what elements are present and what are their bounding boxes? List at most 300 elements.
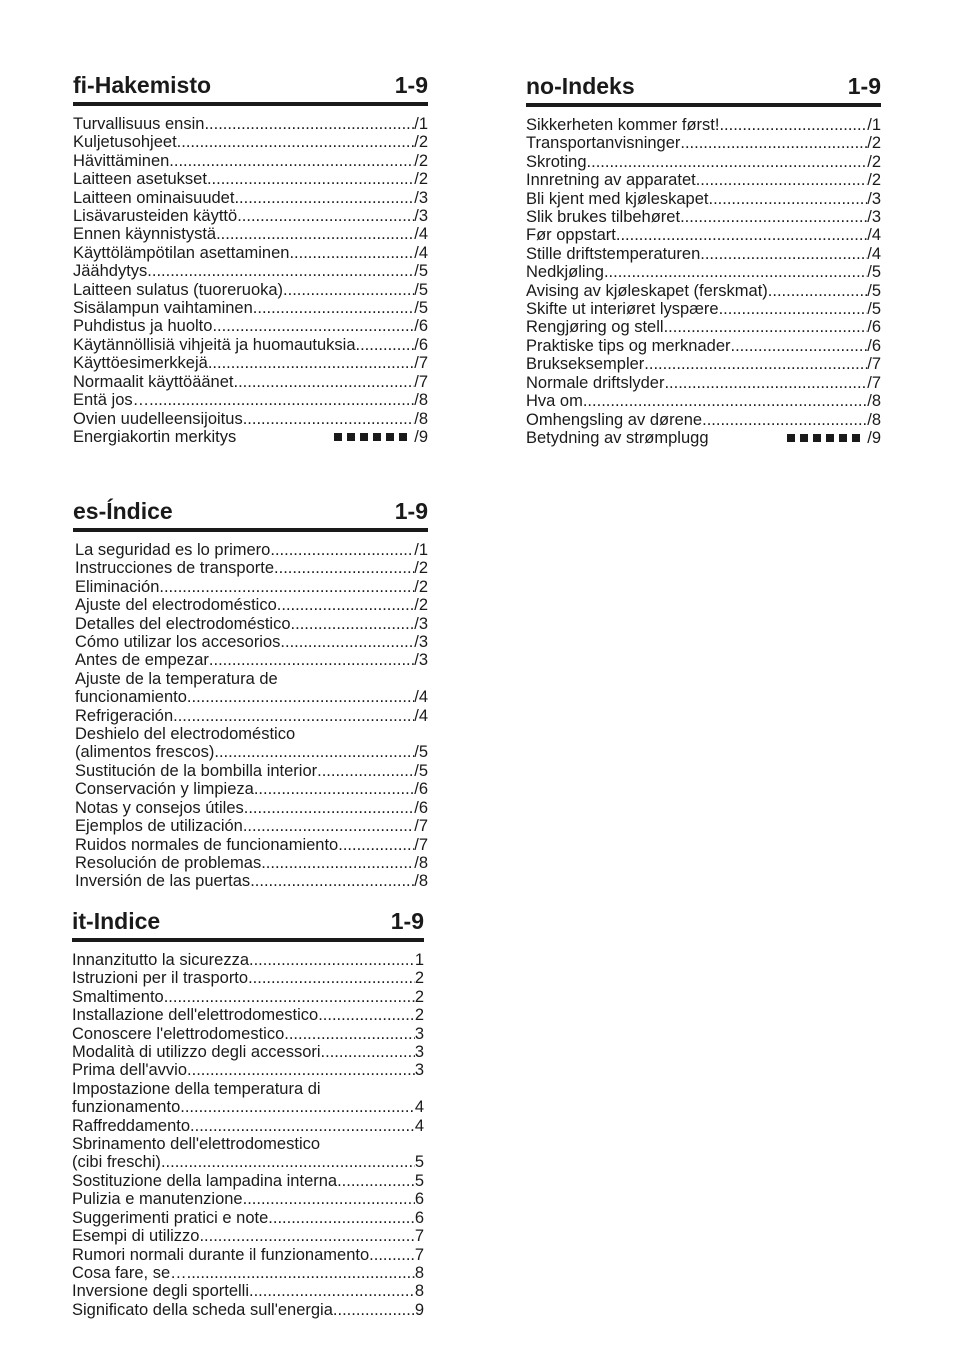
entry-title: Hva om.. [526,392,593,411]
toc-entry [73,373,428,391]
entry-page: /6 [414,317,428,336]
entry-page: /8 [867,392,881,411]
toc-entry [72,1043,424,1061]
entry-title: Laitteen sulatus (tuoreruoka) [73,280,284,299]
entry-page: /6 [414,798,428,817]
entry-page: /7 [867,373,881,392]
entry-page: 2 [414,1006,424,1025]
entry-page: 8 [414,1282,424,1301]
heading-pages: 1-9 [390,908,424,934]
dot-leader [180,1098,415,1116]
section-no [526,73,881,447]
entry-page: /4 [867,244,881,263]
dot-leader [289,244,414,262]
entry-title: Deshielo del electrodoméstico [75,725,296,744]
dot-leader [187,1061,415,1079]
toc-entry [73,299,428,317]
entry-title: Skifte ut interiøret lyspære [526,300,719,319]
heading-title: fi-Hakemisto [73,72,212,98]
entry-title: Hävittäminen [73,151,170,170]
dot-leader [212,317,414,335]
toc-entry [75,578,428,596]
dot-leader [291,615,415,633]
toc-entry [526,190,881,208]
entry-page: /5 [414,761,428,780]
entry-title: Installazione dell'elettrodomestico [72,1006,319,1025]
entry-title: Impostazione della temperatura di [72,1079,321,1098]
entry-page: /3 [414,207,428,226]
entry-page: /7 [867,355,881,374]
entry-title: Käyttölämpötilan asettaminen [73,243,290,262]
dot-leader [696,171,868,189]
entry-page: /6 [867,318,881,337]
toc-entry [75,688,428,706]
entry-title: Før oppstart [526,226,616,245]
dot-leader [177,133,415,151]
square-bullet-icon [826,434,834,442]
toc-entry [526,355,881,373]
dot-leader [702,411,867,429]
toc-entry [526,226,881,244]
square-bullet-icon [839,434,847,442]
entry-page: 3 [414,1043,424,1062]
dot-leader [208,354,414,372]
toc-entry [526,392,881,410]
entry-page: 5 [414,1153,424,1172]
entry-title: Käyttöesimerkkejä [73,354,208,373]
entry-title: Entä jos… [73,391,150,410]
toc-entry [72,1061,424,1079]
entry-title: Sustitución de la bombilla interior [75,761,318,780]
entry-title: Conservación y limpieza [75,780,254,799]
toc-entry [75,596,428,614]
square-bullet-icon [813,434,821,442]
toc-entry [526,171,881,189]
entry-page: /5 [414,280,428,299]
entry-page: 3 [414,1061,424,1080]
entry-page: 5 [414,1171,424,1190]
entry-title: Smaltimento [72,987,164,1006]
entry-page: /6 [414,780,428,799]
section-heading [72,908,424,942]
entry-title: Betydning av strømplugg [526,428,709,447]
entry-page: /7 [414,835,428,854]
toc-entry [72,1025,424,1043]
entry-title: Laitteen asetukset [73,170,207,189]
toc-entry [72,1190,424,1208]
dot-leader [338,836,414,854]
dot-leader [161,1153,415,1171]
entry-title: Ajuste de la temperatura de [75,669,278,688]
entry-title: Lisävarusteiden käyttö [73,207,238,226]
entry-title: Innanzitutto la sicurezza [72,951,250,969]
entry-page: /4 [414,688,428,707]
entry-title: Sbrinamento dell'elettrodomestico [72,1135,321,1154]
section-heading [73,498,428,532]
entry-page: /5 [414,299,428,318]
square-bullet-icon [334,433,342,441]
square-bullet-icon [347,433,355,441]
dot-leader [187,1264,415,1282]
entry-title: Prima dell'avvio [72,1061,188,1080]
entry-title: Ajuste del electrodoméstico [75,596,277,615]
entry-title: Inversione degli sportelli [72,1282,250,1301]
entry-title: Eliminación [75,577,160,596]
entry-page: /6 [867,336,881,355]
square-bullet-icon [787,434,795,442]
toc-entry [75,762,428,780]
dot-leader [214,743,414,761]
entry-page: /3 [867,189,881,208]
entry-page: /9 [414,427,428,446]
toc-entry [73,262,428,280]
entry-page: /7 [414,354,428,373]
dot-leader [216,225,414,243]
entry-page: /1 [867,116,881,134]
entry-title: Avising av kjøleskapet (ferskmat) [526,281,768,300]
toc-entry [73,225,428,243]
toc-entry [75,725,428,743]
entry-page: 6 [414,1208,424,1227]
dot-leader [709,190,868,208]
entry-title: Significato della scheda sull'energia [72,1300,333,1319]
toc-entry [73,391,428,409]
dot-leader [164,988,415,1006]
toc-entry [72,1264,424,1282]
toc-entry [73,152,428,170]
toc-entry [72,988,424,1006]
entry-page: 1 [414,951,424,969]
dot-leader [680,208,867,226]
entry-page: 8 [414,1263,424,1282]
toc-entry [75,707,428,725]
toc-entry [72,1209,424,1227]
dot-leader [318,1006,415,1024]
toc-entry [75,743,428,761]
entry-title: Pulizia e manutenzione [72,1190,243,1209]
toc-entry [72,1135,424,1153]
dot-leader [664,374,867,392]
entry-title: Kuljetusohjeet [73,133,177,152]
entry-title: Normale driftslyder [526,373,665,392]
heading-pages: 1-9 [847,73,881,99]
toc-entry [526,300,881,318]
toc-entry [72,951,424,969]
square-bullet-icon [373,433,381,441]
dot-leader [680,134,867,152]
entry-title: Ovien uudelleensijoitus [73,409,243,428]
entry-title: Energiakortin merkitys [73,427,237,446]
entry-title: Brukseksempler [526,355,645,374]
toc-list [73,115,428,446]
square-bullet-icon [360,433,368,441]
dot-leader [261,854,414,872]
entry-title: Rengjøring og stell [526,318,664,337]
entry-page: /5 [867,281,881,300]
entry-page: /2 [414,577,428,596]
toc-entry [72,1080,424,1098]
entry-title: (alimentos frescos) [75,743,215,762]
dot-leader [274,559,414,577]
dot-leader [592,392,867,410]
entry-title: Skroting [526,152,587,171]
dot-leader [250,872,414,890]
entry-page: /4 [414,225,428,244]
entry-title: Innretning av apparatet [526,171,696,190]
entry-page: /2 [414,596,428,615]
dot-leader [644,355,867,373]
entry-page: /1 [414,541,428,559]
entry-page: /9 [867,428,881,447]
entry-title: Inversión de las puertas [75,872,251,891]
entry-title: Sostituzione della lampadina interna [72,1171,338,1190]
entry-page: 2 [414,969,424,988]
dot-leader [253,299,414,317]
toc-entry [72,1117,424,1135]
entry-title: Transportanvisninger [526,134,681,153]
entry-title: funzionamento [72,1098,181,1117]
toc-entry [526,134,881,152]
toc-entry [73,244,428,262]
toc-entry [75,817,428,835]
entry-page: /7 [414,817,428,836]
entry-page: /3 [414,651,428,670]
dot-leader [209,651,414,669]
entry-title: Käytännöllisiä vihjeitä ja huomautuksia [73,335,356,354]
toc-entry [526,153,881,171]
entry-page: /5 [414,743,428,762]
entry-page: 7 [414,1227,424,1246]
dot-leader [664,318,868,336]
dot-leader [149,391,414,409]
entry-page: /5 [867,300,881,319]
dot-leader [604,263,867,281]
dot-leader [280,633,414,651]
dot-leader [173,707,414,725]
toc-entry [75,780,428,798]
toc-entry [72,1006,424,1024]
square-leader [709,429,868,447]
dot-leader [159,578,414,596]
entry-title: Slik brukes tilbehøret [526,208,681,227]
entry-page: /8 [414,409,428,428]
section-es [73,498,428,891]
entry-title: Praktiske tips og merknader [526,336,731,355]
toc-entry [73,115,428,133]
entry-title: Resolución de problemas [75,853,262,872]
entry-page: /2 [867,171,881,190]
toc-entry [75,633,428,651]
dot-leader [234,373,415,391]
toc-entry [526,411,881,429]
section-heading [526,73,881,107]
toc-entry [526,374,881,392]
heading-pages: 1-9 [394,72,428,98]
toc-entry [526,337,881,355]
dot-leader [700,245,867,263]
dot-leader [207,170,414,188]
dot-leader [244,799,414,817]
entry-page: /3 [414,614,428,633]
toc-entry [72,1227,424,1245]
entry-title: Rumori normali durante il funzionamento [72,1245,370,1264]
entry-title: Ruidos normales de funcionamiento [75,835,339,854]
entry-page: /4 [414,706,428,725]
toc-entry [75,651,428,669]
toc-entry [73,428,428,446]
entry-title: Puhdistus ja huolto [73,317,213,336]
toc-entry [72,1172,424,1190]
entry-page: /4 [414,243,428,262]
toc-entry [73,336,428,354]
toc-entry [73,189,428,207]
entry-title: Laitteen ominaisuudet [73,188,235,207]
entry-page: /5 [414,262,428,281]
entry-title: Modalità di utilizzo degli accessori [72,1043,321,1062]
dot-leader [317,762,414,780]
dot-leader [249,1282,415,1300]
entry-page: /3 [414,633,428,652]
entry-title: Sisälampun vaihtaminen [73,299,253,318]
square-bullet-icon [399,433,407,441]
dot-leader [169,152,414,170]
entry-title: Notas y consejos útiles [75,798,244,817]
toc-list [72,951,424,1319]
entry-title: Instrucciones de transporte [75,559,275,578]
entry-title: Esempi di utilizzo [72,1227,200,1246]
toc-entry [526,208,881,226]
toc-entry [75,541,428,559]
entry-title: La seguridad es lo primero [75,541,271,559]
toc-entry [73,133,428,151]
entry-title: Ejemplos de utilización [75,817,243,836]
entry-page: /2 [414,133,428,152]
toc-entry [75,615,428,633]
entry-title: Suggerimenti pratici e note [72,1208,269,1227]
toc-entry [72,1246,424,1264]
entry-page: /8 [414,872,428,891]
entry-title: Detalles del electrodoméstico [75,614,291,633]
square-leader [236,428,414,446]
toc-entry [75,836,428,854]
dot-leader [768,282,867,300]
dot-leader [237,207,414,225]
entry-page: /5 [867,263,881,282]
section-fi [73,72,428,446]
dot-leader [333,1301,415,1319]
entry-page: /2 [414,559,428,578]
entry-title: Istruzioni per il trasporto [72,969,249,988]
entry-title: (cibi freschi) [72,1153,161,1172]
toc-entry [75,854,428,872]
entry-page: /2 [867,134,881,153]
dot-leader [321,1043,415,1061]
entry-title: Sikkerheten kommer først! [526,116,720,134]
entry-title: Conoscere l'elettrodomestico [72,1024,285,1043]
entry-page: /2 [414,170,428,189]
entry-page: 4 [414,1098,424,1117]
dot-leader [249,951,415,969]
entry-page: /2 [414,151,428,170]
toc-entry [73,354,428,372]
dot-leader [187,688,414,706]
entry-page: /6 [414,335,428,354]
dot-leader [719,116,867,134]
dot-leader [199,1227,414,1245]
toc-entry [73,170,428,188]
entry-title: Normaalit käyttöäänet [73,372,234,391]
toc-entry [72,1282,424,1300]
entry-title: Nedkjøling [526,263,604,282]
entry-page: /8 [414,391,428,410]
dot-leader [719,300,868,318]
toc-entry [72,1301,424,1319]
entry-title: Ennen käynnistystä [73,225,217,244]
entry-page: /8 [414,853,428,872]
toc-entry [72,1153,424,1171]
toc-entry [73,317,428,335]
dot-leader [369,1246,415,1264]
entry-page: 2 [414,987,424,1006]
dot-leader [277,596,414,614]
dot-leader [284,1025,415,1043]
toc-list [73,541,428,891]
square-bullet-icon [386,433,394,441]
toc-entry [526,429,881,447]
dot-leader [243,1190,415,1208]
toc-entry [526,263,881,281]
dot-leader [270,541,414,559]
entry-title: Refrigeración [75,706,174,725]
entry-page: 4 [414,1116,424,1135]
heading-title: es-Índice [73,498,173,524]
toc-list [526,116,881,447]
toc-entry [526,318,881,336]
toc-entry [75,670,428,688]
entry-title: Omhengsling av dørene [526,410,703,429]
entry-title: funcionamiento [75,688,187,707]
dot-leader [268,1209,415,1227]
entry-title: Raffreddamento [72,1116,191,1135]
entry-title: Cómo utilizar los accesorios [75,633,281,652]
dot-leader [283,281,414,299]
entry-page: /4 [867,226,881,245]
toc-entry [526,282,881,300]
dot-leader [234,189,414,207]
dot-leader [190,1117,415,1135]
toc-entry [75,559,428,577]
entry-page: /3 [867,208,881,227]
dot-leader [356,336,415,354]
dot-leader [254,780,414,798]
entry-title: Jäähdytys [73,262,148,281]
toc-entry [526,245,881,263]
toc-entry [72,1098,424,1116]
entry-page: /2 [867,152,881,171]
entry-page: /3 [414,188,428,207]
dot-leader [587,153,868,171]
dot-leader [243,410,415,428]
dot-leader [204,115,414,133]
entry-title: Cosa fare, se… [72,1263,187,1282]
heading-pages: 1-9 [394,498,428,524]
toc-entry [75,799,428,817]
entry-title: Turvallisuus ensin [73,115,205,133]
entry-page: 9 [414,1300,424,1319]
dot-leader [147,262,414,280]
entry-title: Antes de empezar [75,651,209,670]
toc-entry [72,969,424,987]
